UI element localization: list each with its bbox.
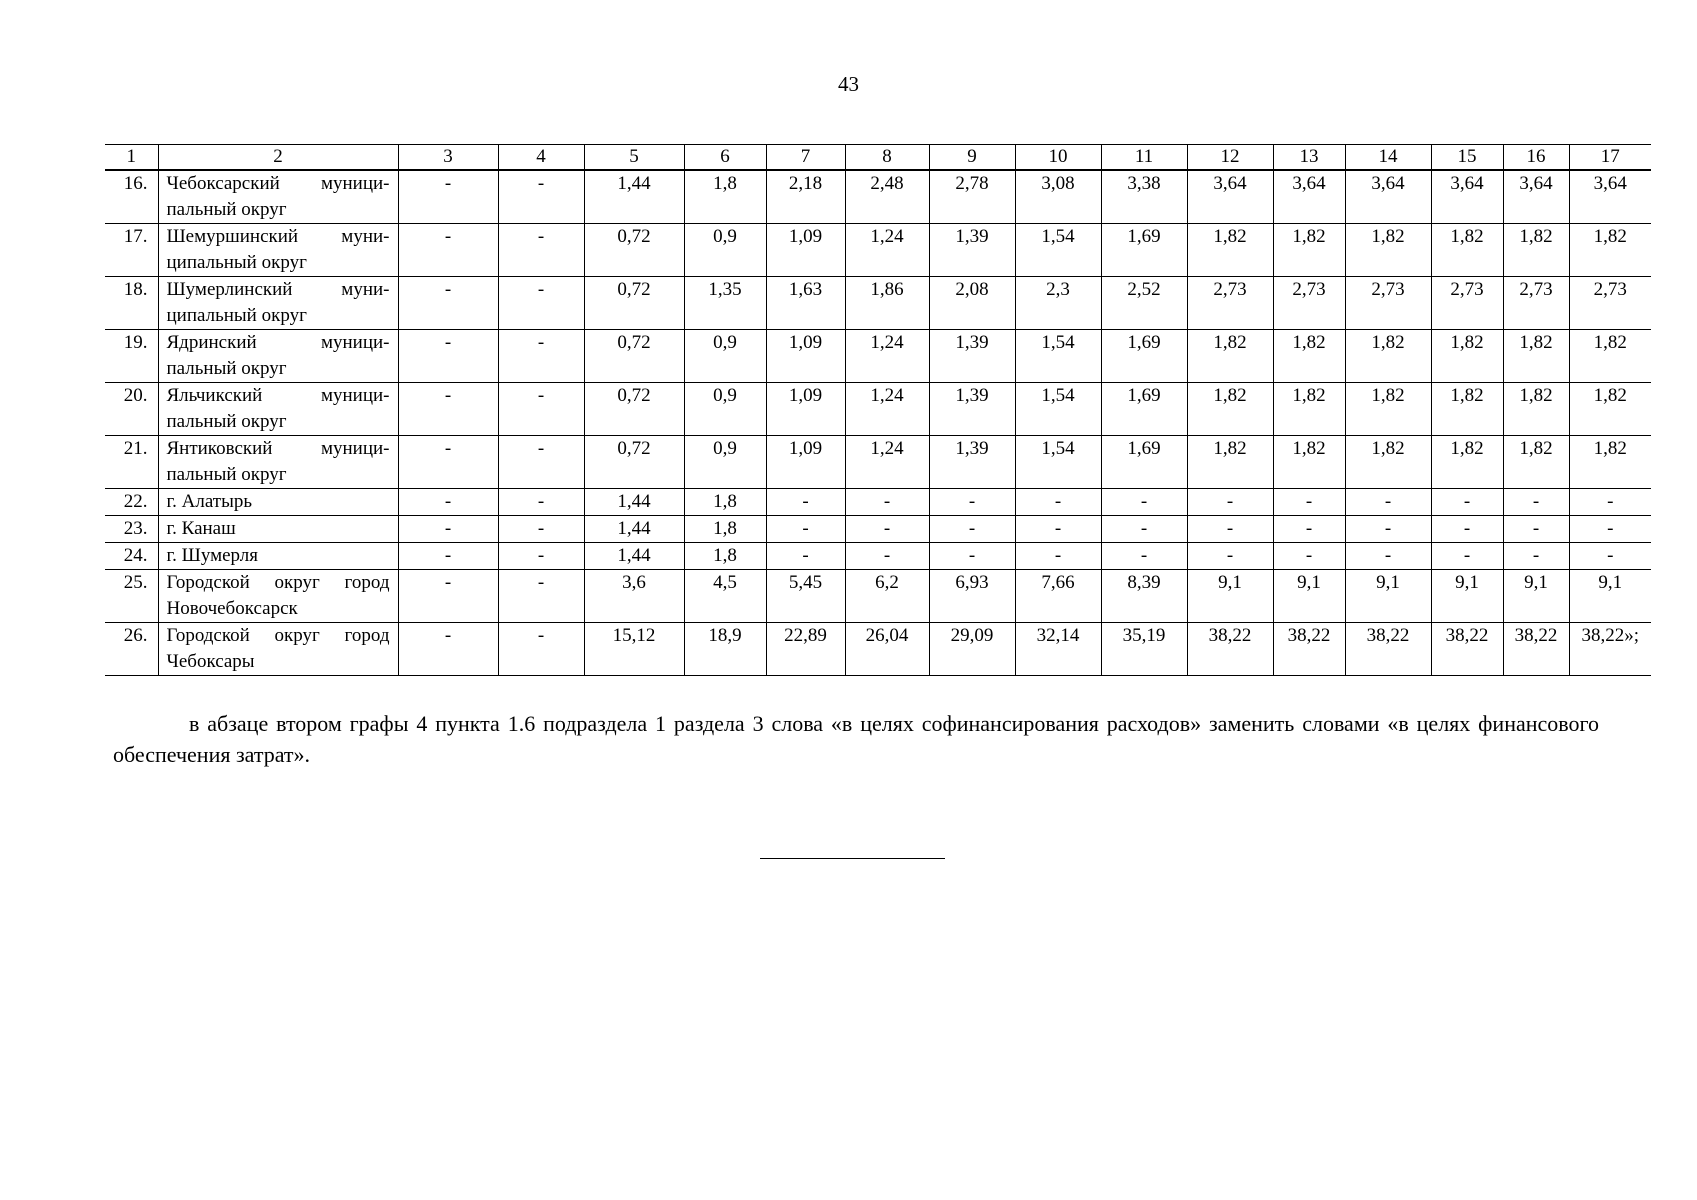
value-cell: - <box>1503 516 1569 543</box>
value-cell: - <box>1187 516 1273 543</box>
value-cell: 1,82 <box>1503 436 1569 489</box>
value-cell: 2,48 <box>845 170 929 224</box>
value-cell: - <box>398 489 498 516</box>
value-cell: 1,24 <box>845 383 929 436</box>
value-cell: 1,86 <box>845 277 929 330</box>
value-cell: - <box>1569 543 1651 570</box>
header-cell: 15 <box>1431 145 1503 171</box>
value-cell: 1,82 <box>1569 383 1651 436</box>
value-cell: 0,9 <box>684 383 766 436</box>
value-cell: 1,8 <box>684 516 766 543</box>
value-cell: 1,82 <box>1569 330 1651 383</box>
value-cell: - <box>498 516 584 543</box>
value-cell: 1,82 <box>1273 383 1345 436</box>
value-cell: 1,82 <box>1187 383 1273 436</box>
row-number: 25. <box>105 570 158 623</box>
value-cell: 2,73 <box>1187 277 1273 330</box>
value-cell: - <box>1273 489 1345 516</box>
value-cell: 1,39 <box>929 436 1015 489</box>
value-cell: 2,3 <box>1015 277 1101 330</box>
value-cell: 3,64 <box>1569 170 1651 224</box>
header-cell: 14 <box>1345 145 1431 171</box>
value-cell: 1,63 <box>766 277 845 330</box>
value-cell: 5,45 <box>766 570 845 623</box>
value-cell: 9,1 <box>1345 570 1431 623</box>
value-cell: 3,08 <box>1015 170 1101 224</box>
value-cell: 0,72 <box>584 436 684 489</box>
value-cell: 2,78 <box>929 170 1015 224</box>
value-cell: - <box>498 170 584 224</box>
value-cell: 3,64 <box>1345 170 1431 224</box>
value-cell: 1,82 <box>1431 383 1503 436</box>
value-cell: 1,82 <box>1273 224 1345 277</box>
municipality-name: г. Канаш <box>158 516 398 543</box>
value-cell: - <box>1431 516 1503 543</box>
table-row <box>105 224 1651 277</box>
value-cell: - <box>398 570 498 623</box>
value-cell: 1,54 <box>1015 330 1101 383</box>
header-cell: 9 <box>929 145 1015 171</box>
value-cell: - <box>498 543 584 570</box>
header-cell: 13 <box>1273 145 1345 171</box>
value-cell: 0,9 <box>684 224 766 277</box>
value-cell: 0,72 <box>584 224 684 277</box>
value-cell: - <box>398 516 498 543</box>
value-cell: - <box>1273 543 1345 570</box>
value-cell: 3,64 <box>1273 170 1345 224</box>
value-cell: 6,2 <box>845 570 929 623</box>
value-cell: - <box>1187 489 1273 516</box>
header-cell: 10 <box>1015 145 1101 171</box>
value-cell: 9,1 <box>1431 570 1503 623</box>
value-cell: - <box>398 543 498 570</box>
value-cell: - <box>398 383 498 436</box>
value-cell: 26,04 <box>845 623 929 676</box>
value-cell: 2,18 <box>766 170 845 224</box>
value-cell: 3,64 <box>1503 170 1569 224</box>
header-cell: 2 <box>158 145 398 171</box>
value-cell: 1,82 <box>1431 436 1503 489</box>
value-cell: 1,24 <box>845 436 929 489</box>
value-cell: - <box>1431 489 1503 516</box>
table-row <box>105 436 1651 489</box>
value-cell: - <box>498 623 584 676</box>
value-cell: 9,1 <box>1273 570 1345 623</box>
value-cell: - <box>498 330 584 383</box>
value-cell: - <box>929 516 1015 543</box>
value-cell: 1,82 <box>1187 224 1273 277</box>
value-cell: 22,89 <box>766 623 845 676</box>
table-body <box>105 145 1651 676</box>
value-cell: 2,52 <box>1101 277 1187 330</box>
municipality-name: Яльчикский муници-пальный округ <box>158 383 398 436</box>
value-cell: 1,44 <box>584 170 684 224</box>
value-cell: 6,93 <box>929 570 1015 623</box>
value-cell: 15,12 <box>584 623 684 676</box>
municipality-name: Городской округ город Новочебоксарск <box>158 570 398 623</box>
value-cell: - <box>1431 543 1503 570</box>
value-cell: 3,38 <box>1101 170 1187 224</box>
header-cell: 17 <box>1569 145 1651 171</box>
row-number: 16. <box>105 170 158 224</box>
table-row <box>105 330 1651 383</box>
value-cell: - <box>398 170 498 224</box>
table-row <box>105 516 1651 543</box>
value-cell: 1,82 <box>1345 436 1431 489</box>
value-cell: 3,6 <box>584 570 684 623</box>
value-cell: 0,9 <box>684 330 766 383</box>
value-cell: 1,09 <box>766 383 845 436</box>
row-number: 21. <box>105 436 158 489</box>
value-cell: 2,73 <box>1503 277 1569 330</box>
municipality-name: Чебоксарский муници-пальный округ <box>158 170 398 224</box>
municipality-name: Городской округ город Чебоксары <box>158 623 398 676</box>
value-cell: 1,82 <box>1187 436 1273 489</box>
value-cell: 1,82 <box>1503 330 1569 383</box>
value-cell: 1,54 <box>1015 436 1101 489</box>
municipality-name: г. Алатырь <box>158 489 398 516</box>
value-cell: - <box>845 489 929 516</box>
value-cell: 9,1 <box>1503 570 1569 623</box>
header-cell: 11 <box>1101 145 1187 171</box>
value-cell: 1,69 <box>1101 383 1187 436</box>
value-cell: 1,39 <box>929 383 1015 436</box>
header-cell: 4 <box>498 145 584 171</box>
value-cell: 2,73 <box>1345 277 1431 330</box>
header-cell: 5 <box>584 145 684 171</box>
value-cell: 1,24 <box>845 224 929 277</box>
value-cell: 38,22 <box>1187 623 1273 676</box>
value-cell: 1,82 <box>1431 330 1503 383</box>
value-cell: 1,82 <box>1503 224 1569 277</box>
value-cell: 38,22 <box>1431 623 1503 676</box>
value-cell: - <box>766 543 845 570</box>
value-cell: 1,82 <box>1345 330 1431 383</box>
table-row <box>105 543 1651 570</box>
value-cell: 4,5 <box>684 570 766 623</box>
value-cell: 1,8 <box>684 543 766 570</box>
value-cell: 38,22 <box>1345 623 1431 676</box>
table-header-row <box>105 145 1651 171</box>
value-cell: - <box>498 436 584 489</box>
value-cell: - <box>398 436 498 489</box>
header-cell: 3 <box>398 145 498 171</box>
value-cell: - <box>1273 516 1345 543</box>
value-cell: 38,22 <box>1503 623 1569 676</box>
value-cell: 1,39 <box>929 330 1015 383</box>
value-cell: - <box>1101 543 1187 570</box>
value-cell: 1,69 <box>1101 224 1187 277</box>
value-cell: 3,64 <box>1431 170 1503 224</box>
value-cell: 0,9 <box>684 436 766 489</box>
value-cell: 35,19 <box>1101 623 1187 676</box>
value-cell: - <box>398 623 498 676</box>
value-cell: - <box>1187 543 1273 570</box>
value-cell: - <box>1569 516 1651 543</box>
table-row <box>105 623 1651 676</box>
value-cell: 1,82 <box>1187 330 1273 383</box>
row-number: 20. <box>105 383 158 436</box>
row-number: 18. <box>105 277 158 330</box>
table-row <box>105 170 1651 224</box>
end-rule <box>760 858 945 859</box>
value-cell: 1,82 <box>1273 436 1345 489</box>
value-cell: - <box>398 277 498 330</box>
value-cell: - <box>498 489 584 516</box>
value-cell: - <box>929 489 1015 516</box>
value-cell: 1,82 <box>1345 383 1431 436</box>
header-cell: 12 <box>1187 145 1273 171</box>
value-cell: 38,22 <box>1273 623 1345 676</box>
value-cell: 0,72 <box>584 383 684 436</box>
value-cell: 7,66 <box>1015 570 1101 623</box>
table-row <box>105 570 1651 623</box>
municipality-name: Шемуршинский муни-ципальный округ <box>158 224 398 277</box>
value-cell: 3,64 <box>1187 170 1273 224</box>
value-cell: - <box>1345 516 1431 543</box>
header-cell: 1 <box>105 145 158 171</box>
value-cell: - <box>1015 543 1101 570</box>
value-cell: 2,73 <box>1569 277 1651 330</box>
value-cell: - <box>929 543 1015 570</box>
value-cell: 1,35 <box>684 277 766 330</box>
value-cell: - <box>845 516 929 543</box>
value-cell: - <box>766 489 845 516</box>
value-cell: 1,24 <box>845 330 929 383</box>
value-cell: 1,8 <box>684 489 766 516</box>
value-cell: 1,44 <box>584 516 684 543</box>
value-cell: 0,72 <box>584 277 684 330</box>
row-number: 24. <box>105 543 158 570</box>
value-cell: 1,82 <box>1345 224 1431 277</box>
value-cell: 29,09 <box>929 623 1015 676</box>
value-cell: - <box>1503 489 1569 516</box>
value-cell: 0,72 <box>584 330 684 383</box>
page-number: 43 <box>838 72 859 96</box>
value-cell: 9,1 <box>1187 570 1273 623</box>
header-cell: 7 <box>766 145 845 171</box>
value-cell: - <box>766 516 845 543</box>
amendment-paragraph: в абзаце втором графы 4 пункта 1.6 подраздела 1 раздела 3 слова «в целях софинансирования расходов» заменить словами «в целях финансового обеспечения затрат». <box>113 711 1599 767</box>
value-cell: 9,1 <box>1569 570 1651 623</box>
data-table <box>105 144 1651 676</box>
value-cell: 1,69 <box>1101 330 1187 383</box>
value-cell: - <box>398 224 498 277</box>
value-cell: 1,82 <box>1273 330 1345 383</box>
value-cell: - <box>1569 489 1651 516</box>
table-row <box>105 277 1651 330</box>
value-cell: 2,08 <box>929 277 1015 330</box>
value-cell: - <box>1345 543 1431 570</box>
value-cell: 32,14 <box>1015 623 1101 676</box>
row-number: 23. <box>105 516 158 543</box>
value-cell: - <box>498 570 584 623</box>
value-cell: - <box>498 383 584 436</box>
municipality-name: Ядринский муници-пальный округ <box>158 330 398 383</box>
value-cell: 18,9 <box>684 623 766 676</box>
value-cell: - <box>1101 516 1187 543</box>
value-cell: - <box>1101 489 1187 516</box>
row-number: 22. <box>105 489 158 516</box>
value-cell: 1,82 <box>1431 224 1503 277</box>
header-cell: 6 <box>684 145 766 171</box>
header-cell: 8 <box>845 145 929 171</box>
value-cell: - <box>1503 543 1569 570</box>
value-cell: - <box>1345 489 1431 516</box>
value-cell: - <box>498 277 584 330</box>
value-cell: 2,73 <box>1273 277 1345 330</box>
table-row <box>105 489 1651 516</box>
value-cell: 8,39 <box>1101 570 1187 623</box>
value-cell: - <box>1015 489 1101 516</box>
value-cell: 1,44 <box>584 489 684 516</box>
table-row <box>105 383 1651 436</box>
municipality-name: Янтиковский муници-пальный округ <box>158 436 398 489</box>
value-cell: 38,22»; <box>1569 623 1651 676</box>
value-cell: 1,09 <box>766 224 845 277</box>
value-cell: 1,44 <box>584 543 684 570</box>
value-cell: - <box>498 224 584 277</box>
value-cell: 1,82 <box>1569 436 1651 489</box>
value-cell: - <box>1015 516 1101 543</box>
value-cell: 1,69 <box>1101 436 1187 489</box>
row-number: 17. <box>105 224 158 277</box>
value-cell: 1,8 <box>684 170 766 224</box>
value-cell: - <box>398 330 498 383</box>
value-cell: 1,54 <box>1015 383 1101 436</box>
value-cell: 1,39 <box>929 224 1015 277</box>
value-cell: 1,82 <box>1503 383 1569 436</box>
row-number: 19. <box>105 330 158 383</box>
value-cell: 1,82 <box>1569 224 1651 277</box>
value-cell: 2,73 <box>1431 277 1503 330</box>
value-cell: 1,09 <box>766 330 845 383</box>
value-cell: 1,54 <box>1015 224 1101 277</box>
municipality-name: Шумерлинский муни-ципальный округ <box>158 277 398 330</box>
municipality-name: г. Шумерля <box>158 543 398 570</box>
row-number: 26. <box>105 623 158 676</box>
value-cell: 1,09 <box>766 436 845 489</box>
value-cell: - <box>845 543 929 570</box>
header-cell: 16 <box>1503 145 1569 171</box>
